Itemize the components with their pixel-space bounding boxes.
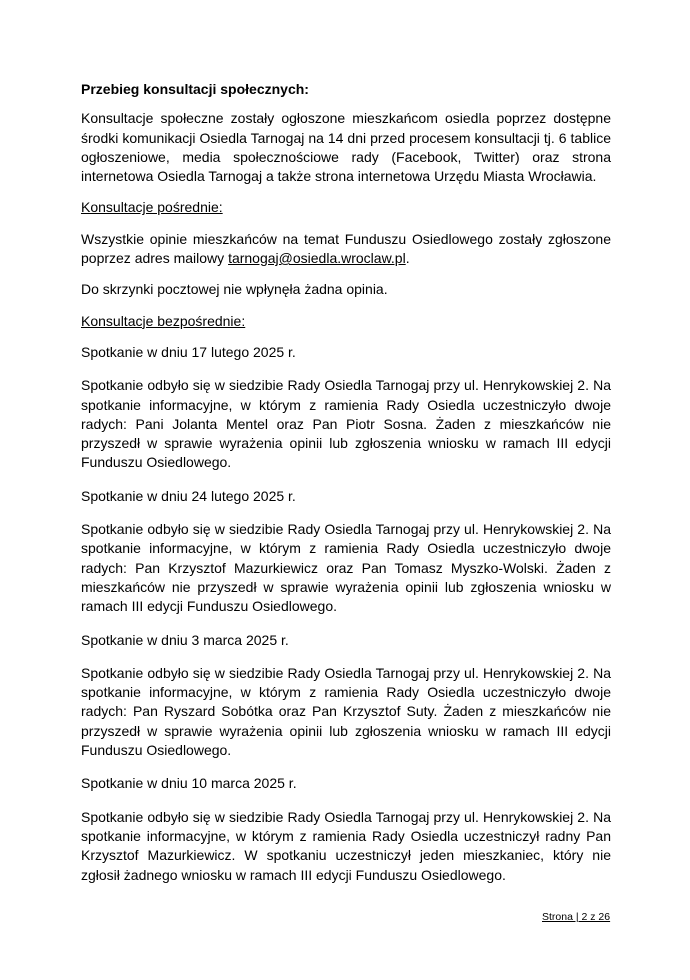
indirect-text-before-email: Wszystkie opinie mieszkańców na temat Funduszu Osiedlowego zostały zgłoszone poprzez adres mailowy <box>81 230 611 267</box>
indirect-title-text: Konsultacje pośrednie: <box>81 199 223 216</box>
meeting-4-text: Spotkanie odbyło się w siedzibie Rady Osiedla Tarnogaj przy ul. Henrykowskiej 2. Na spotkanie informacyjne, w którym z ramienia Rady Osiedla uczestniczył radny Pan Krzysztof Mazurkiewicz. W spotkaniu uczestniczył jeden mieszkaniec, który nie zgłosił żadnego wniosku w ramach III edycji Funduszu Osiedlowego. <box>81 808 611 883</box>
meeting-2-date: Spotkanie w dniu 24 lutego 2025 r. <box>81 487 296 504</box>
meeting-1-text: Spotkanie odbyło się w siedzibie Rady Osiedla Tarnogaj przy ul. Henrykowskiej 2. Na spotkanie informacyjne, w którym z ramienia Rady Osiedla uczestniczyło dwoje radych: Pani Jolanta Mentel oraz Pan Piotr Sosna. Żaden z mieszkańców nie przyszedł w sprawie wyrażenia opinii lub zgłoszenia wniosku w ramach III edycji Funduszu Osiedlowego. <box>81 377 611 471</box>
meeting-1-date: Spotkanie w dniu 17 lutego 2025 r. <box>81 343 296 360</box>
meeting-3-text: Spotkanie odbyło się w siedzibie Rady Osiedla Tarnogaj przy ul. Henrykowskiej 2. Na spotkanie informacyjne, w którym z ramienia Rady Osiedla uczestniczyło dwoje radych: Pan Ryszard Sobótka oraz Pan Krzysztof Suty. Żaden z mieszkańców nie przyszedł w sprawie wyrażenia opinii lub zgłoszenia wniosku w ramach III edycji Funduszu Osiedlowego. <box>81 664 611 759</box>
email-link[interactable]: tarnogaj@osiedla.wroclaw.pl <box>228 250 406 267</box>
indirect-text-after-email: . <box>405 250 410 267</box>
indirect-email-paragraph <box>81 230 611 269</box>
meeting-3-date: Spotkanie w dniu 3 marca 2025 r. <box>81 631 289 648</box>
meeting-2-text: Spotkanie odbyło się w siedzibie Rady Osiedla Tarnogaj przy ul. Henrykowskiej 2. Na spotkanie informacyjne, w którym z ramienia Rady Osiedla uczestniczyło dwoje radych: Pan Krzysztof Mazurkiewicz oraz Pan Tomasz Myszko-Wolski. Żaden z mieszkańców nie przyszedł w sprawie wyrażenia opinii lub zgłoszenia wniosku w ramach III edycji Funduszu Osiedlowego. <box>81 521 611 615</box>
direct-title-text: Konsultacje bezpośrednie: <box>81 312 246 329</box>
meeting-4-date: Spotkanie w dniu 10 marca 2025 r. <box>81 775 297 792</box>
indirect-consultations-title <box>81 198 611 217</box>
page-number-footer: Strona | 2 z 26 <box>542 911 611 923</box>
section-heading: Przebieg konsultacji społecznych: <box>81 81 309 97</box>
direct-consultations-title <box>81 312 611 331</box>
intro-paragraph: Konsultacje społeczne zostały ogłoszone mieszkańcom osiedla poprzez dostępne środki komunikacji Osiedla Tarnogaj na 14 dni przed procesem konsultacji tj. 6 tablice ogłoszeniowe, media społecznościowe rady (Facebook, Twitter) oraz strona internetowa Osiedla Tarnogaj a także strona internetowa Urzędu Miasta Wrocławia. <box>81 110 611 185</box>
document-page <box>81 80 611 885</box>
mailbox-paragraph: Do skrzynki pocztowej nie wpłynęła żadna opinia. <box>81 281 388 298</box>
